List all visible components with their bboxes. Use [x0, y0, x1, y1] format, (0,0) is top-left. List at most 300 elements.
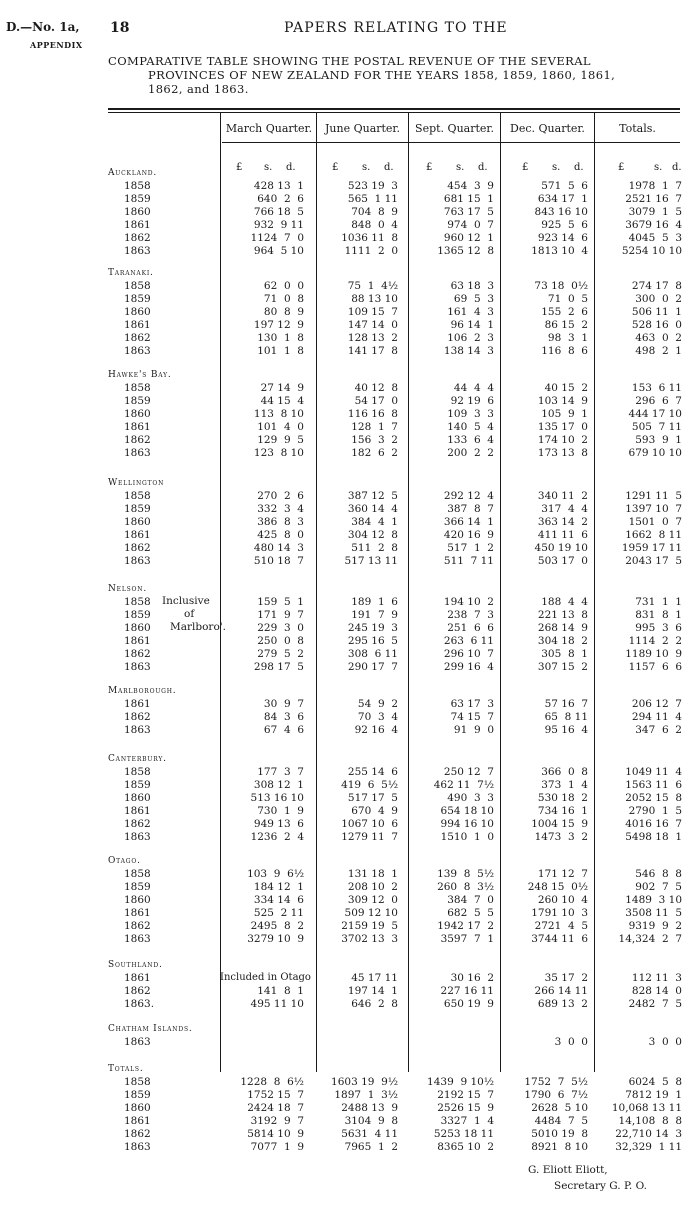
value-cell: 1791 10 3: [531, 907, 588, 919]
value-cell: 251 6 6: [447, 622, 494, 634]
value-cell: 2526 15 9: [437, 1102, 494, 1114]
value-cell: 45 17 11: [351, 972, 398, 984]
year-label: 1858: [124, 180, 151, 192]
unit-pence: d.: [478, 162, 488, 173]
column-header-totals: Totals.: [619, 122, 656, 135]
value-cell: 679 10 10: [628, 447, 682, 459]
value-cell: 480 14 3: [253, 542, 304, 554]
year-label: 1862: [124, 985, 151, 997]
value-cell: 511 7 11: [443, 555, 494, 567]
value-cell: 517 17 5: [347, 792, 398, 804]
table-row: [0, 818, 700, 830]
value-cell: 139 8 5½: [437, 868, 494, 880]
unit-pound: £: [426, 162, 433, 173]
value-cell: 62 0 0: [263, 280, 304, 292]
value-cell: 646 2 8: [351, 998, 398, 1010]
value-cell: 221 13 8: [537, 609, 588, 621]
value-cell: 309 12 0: [347, 894, 398, 906]
value-cell: 191 7 9: [351, 609, 398, 621]
value-cell: 450 19 10: [534, 542, 588, 554]
value-cell: 189 1 6: [351, 596, 398, 608]
value-cell: 503 17 0: [537, 555, 588, 567]
value-cell: 1114 2 2: [628, 635, 682, 647]
value-cell: 4045 5 3: [628, 232, 682, 244]
value-cell: 347 6 2: [635, 724, 682, 736]
unit-shilling: s.: [654, 162, 663, 173]
province-name: Nelson.: [108, 584, 147, 594]
value-cell: 498 2 1: [635, 345, 682, 357]
year-label: 1859: [124, 293, 151, 305]
value-cell: 128 1 7: [351, 421, 398, 433]
year-label: 1862: [124, 332, 151, 344]
table-row: [0, 447, 700, 459]
province-name: Southland.: [108, 960, 163, 970]
table-row: [0, 868, 700, 880]
value-cell: 159 5 1: [257, 596, 304, 608]
value-cell: 1752 15 7: [247, 1089, 304, 1101]
value-cell: 238 7 3: [447, 609, 494, 621]
value-cell: 995 3 6: [635, 622, 682, 634]
value-cell: 1813 10 4: [531, 245, 588, 257]
value-cell: 1790 6 7½: [524, 1089, 588, 1101]
value-cell: 1279 11 7: [341, 831, 398, 843]
value-cell: 308 6 11: [347, 648, 398, 660]
value-cell: 517 13 11: [344, 555, 398, 567]
value-cell: 1365 12 8: [437, 245, 494, 257]
value-cell: 30 9 7: [263, 698, 304, 710]
value-cell: 3508 11 5: [625, 907, 682, 919]
value-cell: 6024 5 8: [628, 1076, 682, 1088]
value-cell: 3744 11 6: [531, 933, 588, 945]
nelson-note: of: [184, 608, 195, 620]
value-cell: 528 16 0: [631, 319, 682, 331]
value-cell: 128 13 2: [347, 332, 398, 344]
value-cell: 366 0 8: [541, 766, 588, 778]
value-cell: 5010 19 8: [531, 1128, 588, 1140]
value-cell: Included in Otago: [220, 972, 311, 983]
nelson-note: Marlboro'.: [170, 621, 226, 633]
table-row: [0, 1089, 700, 1101]
year-label: 1863: [124, 831, 151, 843]
value-cell: 65 8 11: [544, 711, 588, 723]
value-cell: 1942 17 2: [437, 920, 494, 932]
table-row: [0, 345, 700, 357]
value-cell: 98 3 1: [547, 332, 588, 344]
province-name: Chatham Islands.: [108, 1024, 193, 1034]
value-cell: 1067 10 6: [341, 818, 398, 830]
province-name: Hawke's Bay.: [108, 370, 172, 380]
table-row: [0, 293, 700, 305]
value-cell: 463 0 2: [635, 332, 682, 344]
province-name: Wellington: [108, 478, 165, 488]
value-cell: 141 8 1: [257, 985, 304, 997]
table-row: [0, 711, 700, 723]
table-row: [0, 382, 700, 394]
value-cell: 387 8 7: [447, 503, 494, 515]
table-row: [0, 907, 700, 919]
value-cell: 731 1 1: [635, 596, 682, 608]
value-cell: 109 15 7: [347, 306, 398, 318]
value-cell: 308 12 1: [253, 779, 304, 791]
value-cell: 299 16 4: [443, 661, 494, 673]
value-cell: 384 4 1: [351, 516, 398, 528]
table-row: [0, 805, 700, 817]
value-cell: 848 0 4: [351, 219, 398, 231]
table-row: [0, 306, 700, 318]
value-cell: 109 3 3: [447, 408, 494, 420]
page-reference: D.—No. 1a,: [6, 20, 80, 34]
table-row: [0, 180, 700, 192]
value-cell: 63 18 3: [450, 280, 494, 292]
value-cell: 206 12 7: [631, 698, 682, 710]
value-cell: 730 1 9: [257, 805, 304, 817]
value-cell: 116 8 6: [541, 345, 588, 357]
value-cell: 1662 8 11: [625, 529, 682, 541]
value-cell: 80 8 9: [263, 306, 304, 318]
value-cell: 295 16 5: [347, 635, 398, 647]
value-cell: 925 5 6: [541, 219, 588, 231]
year-label: 1860: [124, 622, 151, 634]
value-cell: 268 14 9: [537, 622, 588, 634]
year-label: 1860: [124, 206, 151, 218]
value-cell: 274 17 8: [631, 280, 682, 292]
value-cell: 565 1 11: [347, 193, 398, 205]
table-row: [0, 985, 700, 997]
value-cell: 129 9 5: [257, 434, 304, 446]
value-cell: 444 17 10: [628, 408, 682, 420]
value-cell: 103 14 9: [537, 395, 588, 407]
unit-pound: £: [522, 162, 529, 173]
table-row: [0, 622, 700, 634]
value-cell: 208 10 2: [347, 881, 398, 893]
year-label: 1860: [124, 516, 151, 528]
table-row: [0, 609, 700, 621]
value-cell: 411 11 6: [537, 529, 588, 541]
table-row: [0, 779, 700, 791]
value-cell: 245 19 3: [347, 622, 398, 634]
value-cell: 105 9 1: [541, 408, 588, 420]
value-cell: 593 9 1: [635, 434, 682, 446]
value-cell: 44 4 4: [453, 382, 494, 394]
unit-pence: d.: [286, 162, 296, 173]
table-row: [0, 972, 700, 984]
value-cell: 112 11 3: [631, 972, 682, 984]
value-cell: 113 8 10: [253, 408, 304, 420]
year-label: 1861: [124, 635, 151, 647]
value-cell: 161 4 3: [447, 306, 494, 318]
value-cell: 260 10 4: [537, 894, 588, 906]
page-title: PAPERS RELATING TO THE: [284, 20, 508, 36]
year-label: 1863: [124, 724, 151, 736]
table-row: [0, 1128, 700, 1140]
column-header-rule: [222, 142, 680, 143]
table-row: [0, 193, 700, 205]
table-heading: [108, 54, 680, 96]
table-row: [0, 395, 700, 407]
value-cell: 4016 16 7: [625, 818, 682, 830]
value-cell: 373 1 4: [541, 779, 588, 791]
year-label: 1859: [124, 609, 151, 621]
value-cell: 248 15 0½: [527, 881, 588, 893]
value-cell: 270 2 6: [257, 490, 304, 502]
value-cell: 571 5 6: [541, 180, 588, 192]
value-cell: 530 18 2: [537, 792, 588, 804]
value-cell: 200 2 2: [447, 447, 494, 459]
year-label: 1859: [124, 881, 151, 893]
province-name: Auckland.: [108, 168, 158, 178]
value-cell: 44 15 4: [260, 395, 304, 407]
column-header-sept: Sept. Quarter.: [415, 122, 494, 135]
table-row: [0, 766, 700, 778]
year-label: 1863: [124, 1141, 151, 1153]
column-header-dec: Dec. Quarter.: [510, 122, 585, 135]
value-cell: 307 15 2: [537, 661, 588, 673]
unit-shilling: s.: [456, 162, 465, 173]
value-cell: 1397 10 7: [625, 503, 682, 515]
table-row: [0, 555, 700, 567]
value-cell: 155 2 6: [541, 306, 588, 318]
value-cell: 1157 6 6: [628, 661, 682, 673]
value-cell: 266 14 11: [534, 985, 588, 997]
value-cell: 197 12 9: [253, 319, 304, 331]
province-name: Marlborough.: [108, 686, 177, 696]
value-cell: 1563 11 6: [625, 779, 682, 791]
value-cell: 1036 11 8: [341, 232, 398, 244]
unit-pence: d.: [384, 162, 394, 173]
value-cell: 523 19 3: [347, 180, 398, 192]
value-cell: 1189 10 9: [625, 648, 682, 660]
value-cell: 1510 1 0: [440, 831, 494, 843]
value-cell: 2424 18 7: [247, 1102, 304, 1114]
table-row: [0, 881, 700, 893]
value-cell: 14,108 8 8: [618, 1115, 682, 1127]
value-cell: 30 16 2: [450, 972, 494, 984]
year-label: 1863: [124, 345, 151, 357]
value-cell: 1897 1 3½: [334, 1089, 398, 1101]
table-row: [0, 831, 700, 843]
year-label: 1861: [124, 219, 151, 231]
value-cell: 828 14 0: [631, 985, 682, 997]
table-row: [0, 1076, 700, 1088]
heading-line-3: 1862, and 1863.: [148, 82, 249, 96]
value-cell: 689 13 2: [537, 998, 588, 1010]
value-cell: 766 18 5: [253, 206, 304, 218]
value-cell: 420 16 9: [443, 529, 494, 541]
value-cell: 14,324 2 7: [618, 933, 682, 945]
value-cell: 92 19 6: [450, 395, 494, 407]
table-row: [0, 1141, 700, 1153]
value-cell: 292 12 4: [443, 490, 494, 502]
table-row: [0, 245, 700, 257]
value-cell: 525 2 11: [253, 907, 304, 919]
value-cell: 130 1 8: [257, 332, 304, 344]
value-cell: 2052 15 8: [625, 792, 682, 804]
table-row: [0, 1115, 700, 1127]
value-cell: 74 15 7: [450, 711, 494, 723]
value-cell: 546 8 8: [635, 868, 682, 880]
year-label: 1858: [124, 766, 151, 778]
value-cell: 138 14 3: [443, 345, 494, 357]
value-cell: 8365 10 2: [437, 1141, 494, 1153]
table-row: [0, 434, 700, 446]
value-cell: 7812 19 1: [625, 1089, 682, 1101]
unit-pence: d.: [574, 162, 584, 173]
value-cell: 290 17 7: [347, 661, 398, 673]
value-cell: 123 8 10: [253, 447, 304, 459]
table-row: [0, 332, 700, 344]
value-cell: 3 0 0: [554, 1036, 588, 1048]
value-cell: 505 7 11: [631, 421, 682, 433]
year-label: 1861: [124, 319, 151, 331]
heading-line-2: PROVINCES OF NEW ZEALAND FOR THE YEARS 1858, 1859, 1860, 1861,: [148, 68, 616, 82]
year-label: 1861: [124, 1115, 151, 1127]
value-cell: 454 3 9: [447, 180, 494, 192]
value-cell: 510 18 7: [253, 555, 304, 567]
unit-pound: £: [332, 162, 339, 173]
value-cell: 67 4 6: [263, 724, 304, 736]
value-cell: 363 14 2: [537, 516, 588, 528]
value-cell: 141 17 8: [347, 345, 398, 357]
value-cell: 188 4 4: [541, 596, 588, 608]
value-cell: 332 3 4: [257, 503, 304, 515]
value-cell: 250 12 7: [443, 766, 494, 778]
value-cell: 360 14 4: [347, 503, 398, 515]
value-cell: 2628 5 10: [531, 1102, 588, 1114]
value-cell: 4484 7 5: [534, 1115, 588, 1127]
value-cell: 250 0 8: [257, 635, 304, 647]
value-cell: 140 5 4: [447, 421, 494, 433]
value-cell: 2521 16 7: [625, 193, 682, 205]
value-cell: 304 12 8: [347, 529, 398, 541]
value-cell: 2488 13 9: [341, 1102, 398, 1114]
value-cell: 5253 18 11: [433, 1128, 494, 1140]
value-cell: 1228 8 6½: [240, 1076, 304, 1088]
value-cell: 650 19 9: [443, 998, 494, 1010]
year-label: 1863: [124, 447, 151, 459]
province-name: Otago.: [108, 856, 141, 866]
year-label: 1858: [124, 490, 151, 502]
value-cell: 173 13 8: [537, 447, 588, 459]
table-row: [0, 542, 700, 554]
value-cell: 32,329 1 11: [615, 1141, 682, 1153]
value-cell: 734 16 1: [537, 805, 588, 817]
year-label: 1860: [124, 1102, 151, 1114]
value-cell: 340 11 2: [537, 490, 588, 502]
value-cell: 317 4 4: [541, 503, 588, 515]
year-label: 1861: [124, 972, 151, 984]
year-label: 1859: [124, 779, 151, 791]
table-row: [0, 661, 700, 673]
value-cell: 831 8 1: [635, 609, 682, 621]
value-cell: 960 12 1: [443, 232, 494, 244]
value-cell: 1124 7 0: [250, 232, 304, 244]
value-cell: 156 3 2: [351, 434, 398, 446]
year-label: 1859: [124, 503, 151, 515]
value-cell: 304 18 2: [537, 635, 588, 647]
value-cell: 495 11 10: [250, 998, 304, 1010]
value-cell: 135 17 0: [537, 421, 588, 433]
value-cell: 147 14 0: [347, 319, 398, 331]
value-cell: 54 9 2: [357, 698, 398, 710]
value-cell: 3702 13 3: [341, 933, 398, 945]
table-row: [0, 421, 700, 433]
unit-pence: d.: [672, 162, 682, 173]
value-cell: 1291 11 5: [625, 490, 682, 502]
value-cell: 682 5 5: [447, 907, 494, 919]
province-name: Totals.: [108, 1064, 144, 1074]
value-cell: 366 14 1: [443, 516, 494, 528]
value-cell: 964 5 10: [253, 245, 304, 257]
value-cell: 1111 2 0: [344, 245, 398, 257]
value-cell: 513 16 10: [250, 792, 304, 804]
value-cell: 654 18 10: [440, 805, 494, 817]
table-row: [0, 596, 700, 608]
year-label: 1862: [124, 711, 151, 723]
value-cell: 153 6 11: [631, 382, 682, 394]
province-name: Canterbury.: [108, 754, 167, 764]
value-cell: 3597 7 1: [440, 933, 494, 945]
value-cell: 640 2 6: [257, 193, 304, 205]
value-cell: 511 2 8: [351, 542, 398, 554]
value-cell: 1978 1 7: [628, 180, 682, 192]
value-cell: 994 16 10: [440, 818, 494, 830]
value-cell: 54 17 0: [354, 395, 398, 407]
value-cell: 101 4 0: [257, 421, 304, 433]
value-cell: 1501 0 7: [628, 516, 682, 528]
year-label: 1863.: [124, 998, 155, 1010]
value-cell: 1489 3 10: [625, 894, 682, 906]
value-cell: 171 12 7: [537, 868, 588, 880]
value-cell: 40 15 2: [544, 382, 588, 394]
value-cell: 116 16 8: [347, 408, 398, 420]
table-row: [0, 232, 700, 244]
value-cell: 428 13 1: [253, 180, 304, 192]
value-cell: 22,710 14 3: [615, 1128, 682, 1140]
table-row: [0, 1036, 700, 1048]
heading-line-1: COMPARATIVE TABLE SHOWING THE POSTAL REVENUE OF THE SEVERAL: [108, 54, 591, 68]
table-row: [0, 529, 700, 541]
year-label: 1858: [124, 280, 151, 292]
year-label: 1858: [124, 382, 151, 394]
value-cell: 334 14 6: [253, 894, 304, 906]
value-cell: 10,068 13 11: [611, 1102, 682, 1114]
value-cell: 63 17 3: [450, 698, 494, 710]
value-cell: 263 6 11: [443, 635, 494, 647]
table-row: [0, 933, 700, 945]
value-cell: 384 7 0: [447, 894, 494, 906]
year-label: 1861: [124, 907, 151, 919]
year-label: 1863: [124, 933, 151, 945]
value-cell: 194 10 2: [443, 596, 494, 608]
year-label: 1860: [124, 792, 151, 804]
value-cell: 171 9 7: [257, 609, 304, 621]
value-cell: 182 6 2: [351, 447, 398, 459]
value-cell: 95 16 4: [544, 724, 588, 736]
year-label: 1861: [124, 698, 151, 710]
value-cell: 509 12 10: [344, 907, 398, 919]
value-cell: 5254 10 10: [621, 245, 682, 257]
nelson-note: Inclusive: [162, 595, 210, 607]
value-cell: 3079 1 5: [628, 206, 682, 218]
value-cell: 932 9 11: [253, 219, 304, 231]
value-cell: 5498 18 1: [625, 831, 682, 843]
value-cell: 419 6 5½: [341, 779, 398, 791]
value-cell: 197 14 1: [347, 985, 398, 997]
value-cell: 70 3 4: [357, 711, 398, 723]
value-cell: 296 6 7: [635, 395, 682, 407]
unit-shilling: s.: [362, 162, 371, 173]
year-label: 1858: [124, 1076, 151, 1088]
